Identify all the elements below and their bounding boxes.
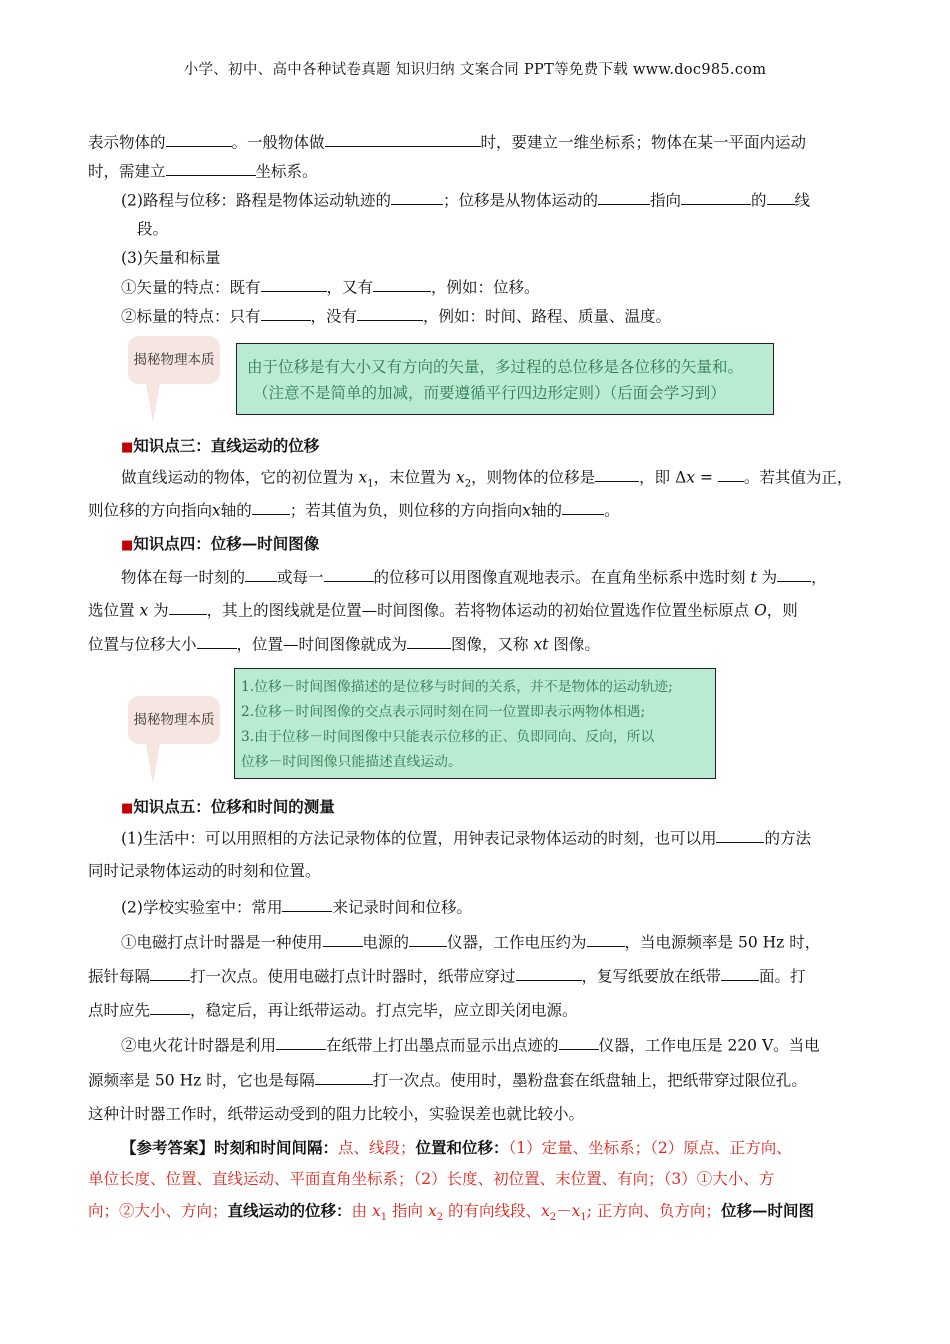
text-line: (2)路程与位移：路程是物体运动轨迹的 ；位移是从物体运动的 指向 的 线 — [121, 188, 810, 210]
text-line: 源频率是 50 Hz 时，它也是每隔 打一次点。使用时，墨粉盘套在纸盘轴上，把纸带穿过限位孔。 — [88, 1068, 807, 1090]
note-line: 1.位移－时间图像描述的是位移与时间的关系，并不是物体的运动轨迹; — [241, 679, 673, 695]
answer-line: 【参考答案】时刻和时间间隔：点、线段；位置和位移：（1）定量、坐标系；（2）原点、正方向、 — [121, 1138, 792, 1157]
text-line: 时，需建立 坐标系。 — [88, 159, 318, 181]
text-line: 段。 — [137, 220, 169, 238]
text-line: ②标量的特点：只有 ，没有 ，例如：时间、路程、质量、温度。 — [121, 304, 671, 326]
note-line: 由于位移是有大小又有方向的矢量，多过程的总位移是各位移的矢量和。 — [247, 358, 744, 376]
text-line: ①矢量的特点：既有 ，又有 ，例如：位移。 — [121, 275, 540, 297]
note-line: 2.位移－时间图像的交点表示同时刻在同一位置即表示两物体相遇; — [241, 704, 646, 720]
section-heading: ■知识点三：直线运动的位移 — [121, 436, 320, 455]
text-line: ②电火花计时器是利用 在纸带上打出墨点而显示出点迹的 仪器，工作电压是 220 V。当电 — [121, 1033, 820, 1055]
callout-tail — [146, 744, 160, 784]
section-heading: ■知识点四：位移—时间图像 — [121, 534, 320, 553]
answer-line: 单位长度、位置、直线运动、平面直角坐标系；（2）长度、初位置、末位置、有向；（3）①大小、方 — [88, 1170, 775, 1188]
bullet-square-icon: ■ — [121, 801, 134, 816]
physics-essence-tag: 揭秘物理本质 — [128, 336, 220, 384]
text-line: (1)生活中：可以用照相的方法记录物体的位置，用钟表记录物体运动的时刻，也可以用 的方法 — [121, 826, 811, 848]
physics-essence-tag: 揭秘物理本质 — [128, 696, 220, 744]
note-line: 3.由于位移－时间图像中只能表示位移的正、负即同向、反向，所以 — [241, 729, 655, 745]
page-header: 小学、初中、高中各种试卷真题 知识归纳 文案合同 PPT等免费下载 www.doc985.com — [183, 62, 767, 78]
text-line: 振针每隔 打一次点。使用电磁打点计时器时，纸带应穿过 ，复写纸要放在纸带 面。打 — [88, 964, 806, 986]
callout-tail — [146, 384, 160, 422]
bullet-square-icon: ■ — [121, 538, 134, 553]
text-line: 选位置 x 为 ，其上的图线就是位置—时间图像。若将物体运动的初始位置选作位置坐标原点 O，则 — [88, 598, 798, 620]
text-line: (3)矢量和标量 — [121, 249, 221, 267]
bullet-square-icon: ■ — [121, 440, 134, 455]
text-line: 位置与位移大小 ，位置—时间图像就成为 图像，又称 xt 图像。 — [88, 632, 600, 654]
note-line: （注意不是简单的加减，而要遵循平行四边形定则）（后面会学习到） — [253, 384, 726, 402]
text-line: (2)学校实验室中：常用 来记录时间和位移。 — [121, 895, 472, 917]
section-heading: ■知识点五：位移和时间的测量 — [121, 797, 335, 816]
text-line: 点时应先 ，稳定后，再让纸带运动。打点完毕，应立即关闭电源。 — [88, 998, 578, 1020]
text-line: 则位移的方向指向x轴的 ；若其值为负，则位移的方向指向x轴的 。 — [88, 498, 620, 520]
text-line: 表示物体的 。一般物体做 时，要建立一维坐标系；物体在某一平面内运动 — [88, 130, 806, 152]
text-line: 物体在每一时刻的 或每一 的位移可以用图像直观地表示。在直角坐标系中选时刻 t 为 ， — [121, 565, 827, 587]
note-line: 位移－时间图像只能描述直线运动。 — [241, 754, 462, 770]
text-line: 这种计时器工作时，纸带运动受到的阻力比较小，实验误差也就比较小。 — [88, 1105, 585, 1123]
answer-line: 向；②大小、方向；直线运动的位移：由 $x_1$ 指向 $x_2$ 的有向线段、$x_2-x_1$; 正方向、负方向；位移—时间图 — [88, 1201, 814, 1224]
text-line: 做直线运动的物体，它的初位置为 $x_1$，末位置为 $x_2$，则物体的位移是 ，即 Δx = 。若其值为正， — [121, 465, 852, 489]
note-box — [234, 668, 716, 779]
text-line: ①电磁打点计时器是一种使用 电源的 仪器，工作电压约为 ，当电源频率是 50 Hz 时， — [121, 930, 820, 952]
note-box — [236, 343, 774, 415]
text-line: 同时记录物体运动的时刻和位置。 — [88, 862, 321, 880]
